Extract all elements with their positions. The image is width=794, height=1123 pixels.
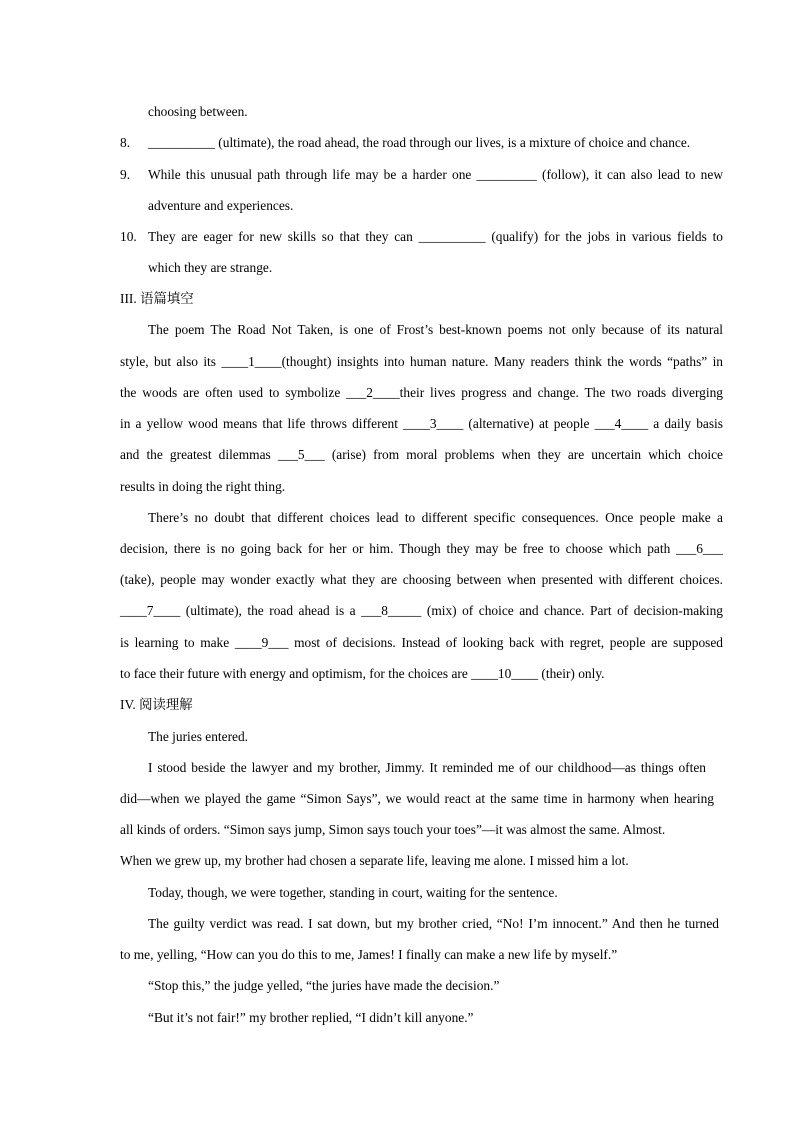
reading-p2-line-2: did—when we played the game “Simon Says”, we would react at the same time in harmony when hearing [120,791,714,806]
reading-p2-line-3: all kinds of orders. “Simon says jump, Simon says touch your toes”—it was almost the same. Almost. [120,822,666,837]
cloze-p1-line-3: the woods are often used to symbolize ___2____their lives progress and change. The two roads diverging [120,385,723,400]
cloze-p1-line-5: and the greatest dilemmas ___5___ (arise) from moral problems when they are uncertain which choice [120,447,723,462]
item-7-continuation: choosing between. [148,104,248,119]
section-4-heading: IV. 阅读理解 [120,697,193,712]
cloze-p1-line-4: in a yellow wood means that life throws different ____3____ (alternative) at people ___4____ a daily basis [120,416,723,431]
reading-p1: The juries entered. [148,729,249,744]
cloze-p2-line-3: (take), people may wonder exactly what they are choosing between when presented with different choices. [120,572,723,587]
cloze-p2-line-6: to face their future with energy and optimism, for the choices are ____10____ (their) only. [120,666,605,681]
reading-p3: Today, though, we were together, standing in court, waiting for the sentence. [148,885,558,900]
item-9-line-2: adventure and experiences. [148,198,294,213]
item-10-line-2: which they are strange. [148,260,273,275]
item-8-number: 8. [120,135,131,150]
item-8-text: __________ (ultimate), the road ahead, the road through our lives, is a mixture of choice and chance. [148,135,691,150]
cloze-p2-line-1: There’s no doubt that different choices lead to different specific consequences. Once people make a [148,510,723,525]
cloze-p1-line-1: The poem The Road Not Taken, is one of Frost’s best-known poems not only because of its natural [148,322,723,337]
reading-p5: “Stop this,” the judge yelled, “the juries have made the decision.” [148,978,500,993]
cloze-p1-line-2: style, but also its ____1____(thought) insights into human nature. Many readers think the words “paths” in [120,354,723,369]
reading-p4-line-2: to me, yelling, “How can you do this to me, James! I finally can make a new life by myself.” [120,947,618,962]
section-3-heading: III. 语篇填空 [120,291,194,306]
item-9-number: 9. [120,167,131,182]
reading-p6: “But it’s not fair!” my brother replied, “I didn’t kill anyone.” [148,1010,474,1025]
cloze-p1-line-6: results in doing the right thing. [120,479,286,494]
reading-p4-line-1: The guilty verdict was read. I sat down, but my brother cried, “No! I’m innocent.” And then he turned [148,916,719,931]
cloze-p2-line-4: ____7____ (ultimate), the road ahead is a ___8_____ (mix) of choice and chance. Part of decision-making [120,603,723,618]
item-10-number: 10. [120,229,137,244]
item-10-line-1: They are eager for new skills so that they can __________ (qualify) for the jobs in various fields to [148,229,723,244]
reading-p2-line-4: When we grew up, my brother had chosen a separate life, leaving me alone. I missed him a lot. [120,853,629,868]
reading-p2-line-1: I stood beside the lawyer and my brother, Jimmy. It reminded me of our childhood—as things often [148,760,706,775]
cloze-p2-line-2: decision, there is no going back for her or him. Though they may be free to choose which path ___6___ [120,541,723,556]
item-9-line-1: While this unusual path through life may be a harder one _________ (follow), it can also lead to new [148,167,723,182]
cloze-p2-line-5: is learning to make ____9___ most of decisions. Instead of looking back with regret, people are supposed [120,635,723,650]
